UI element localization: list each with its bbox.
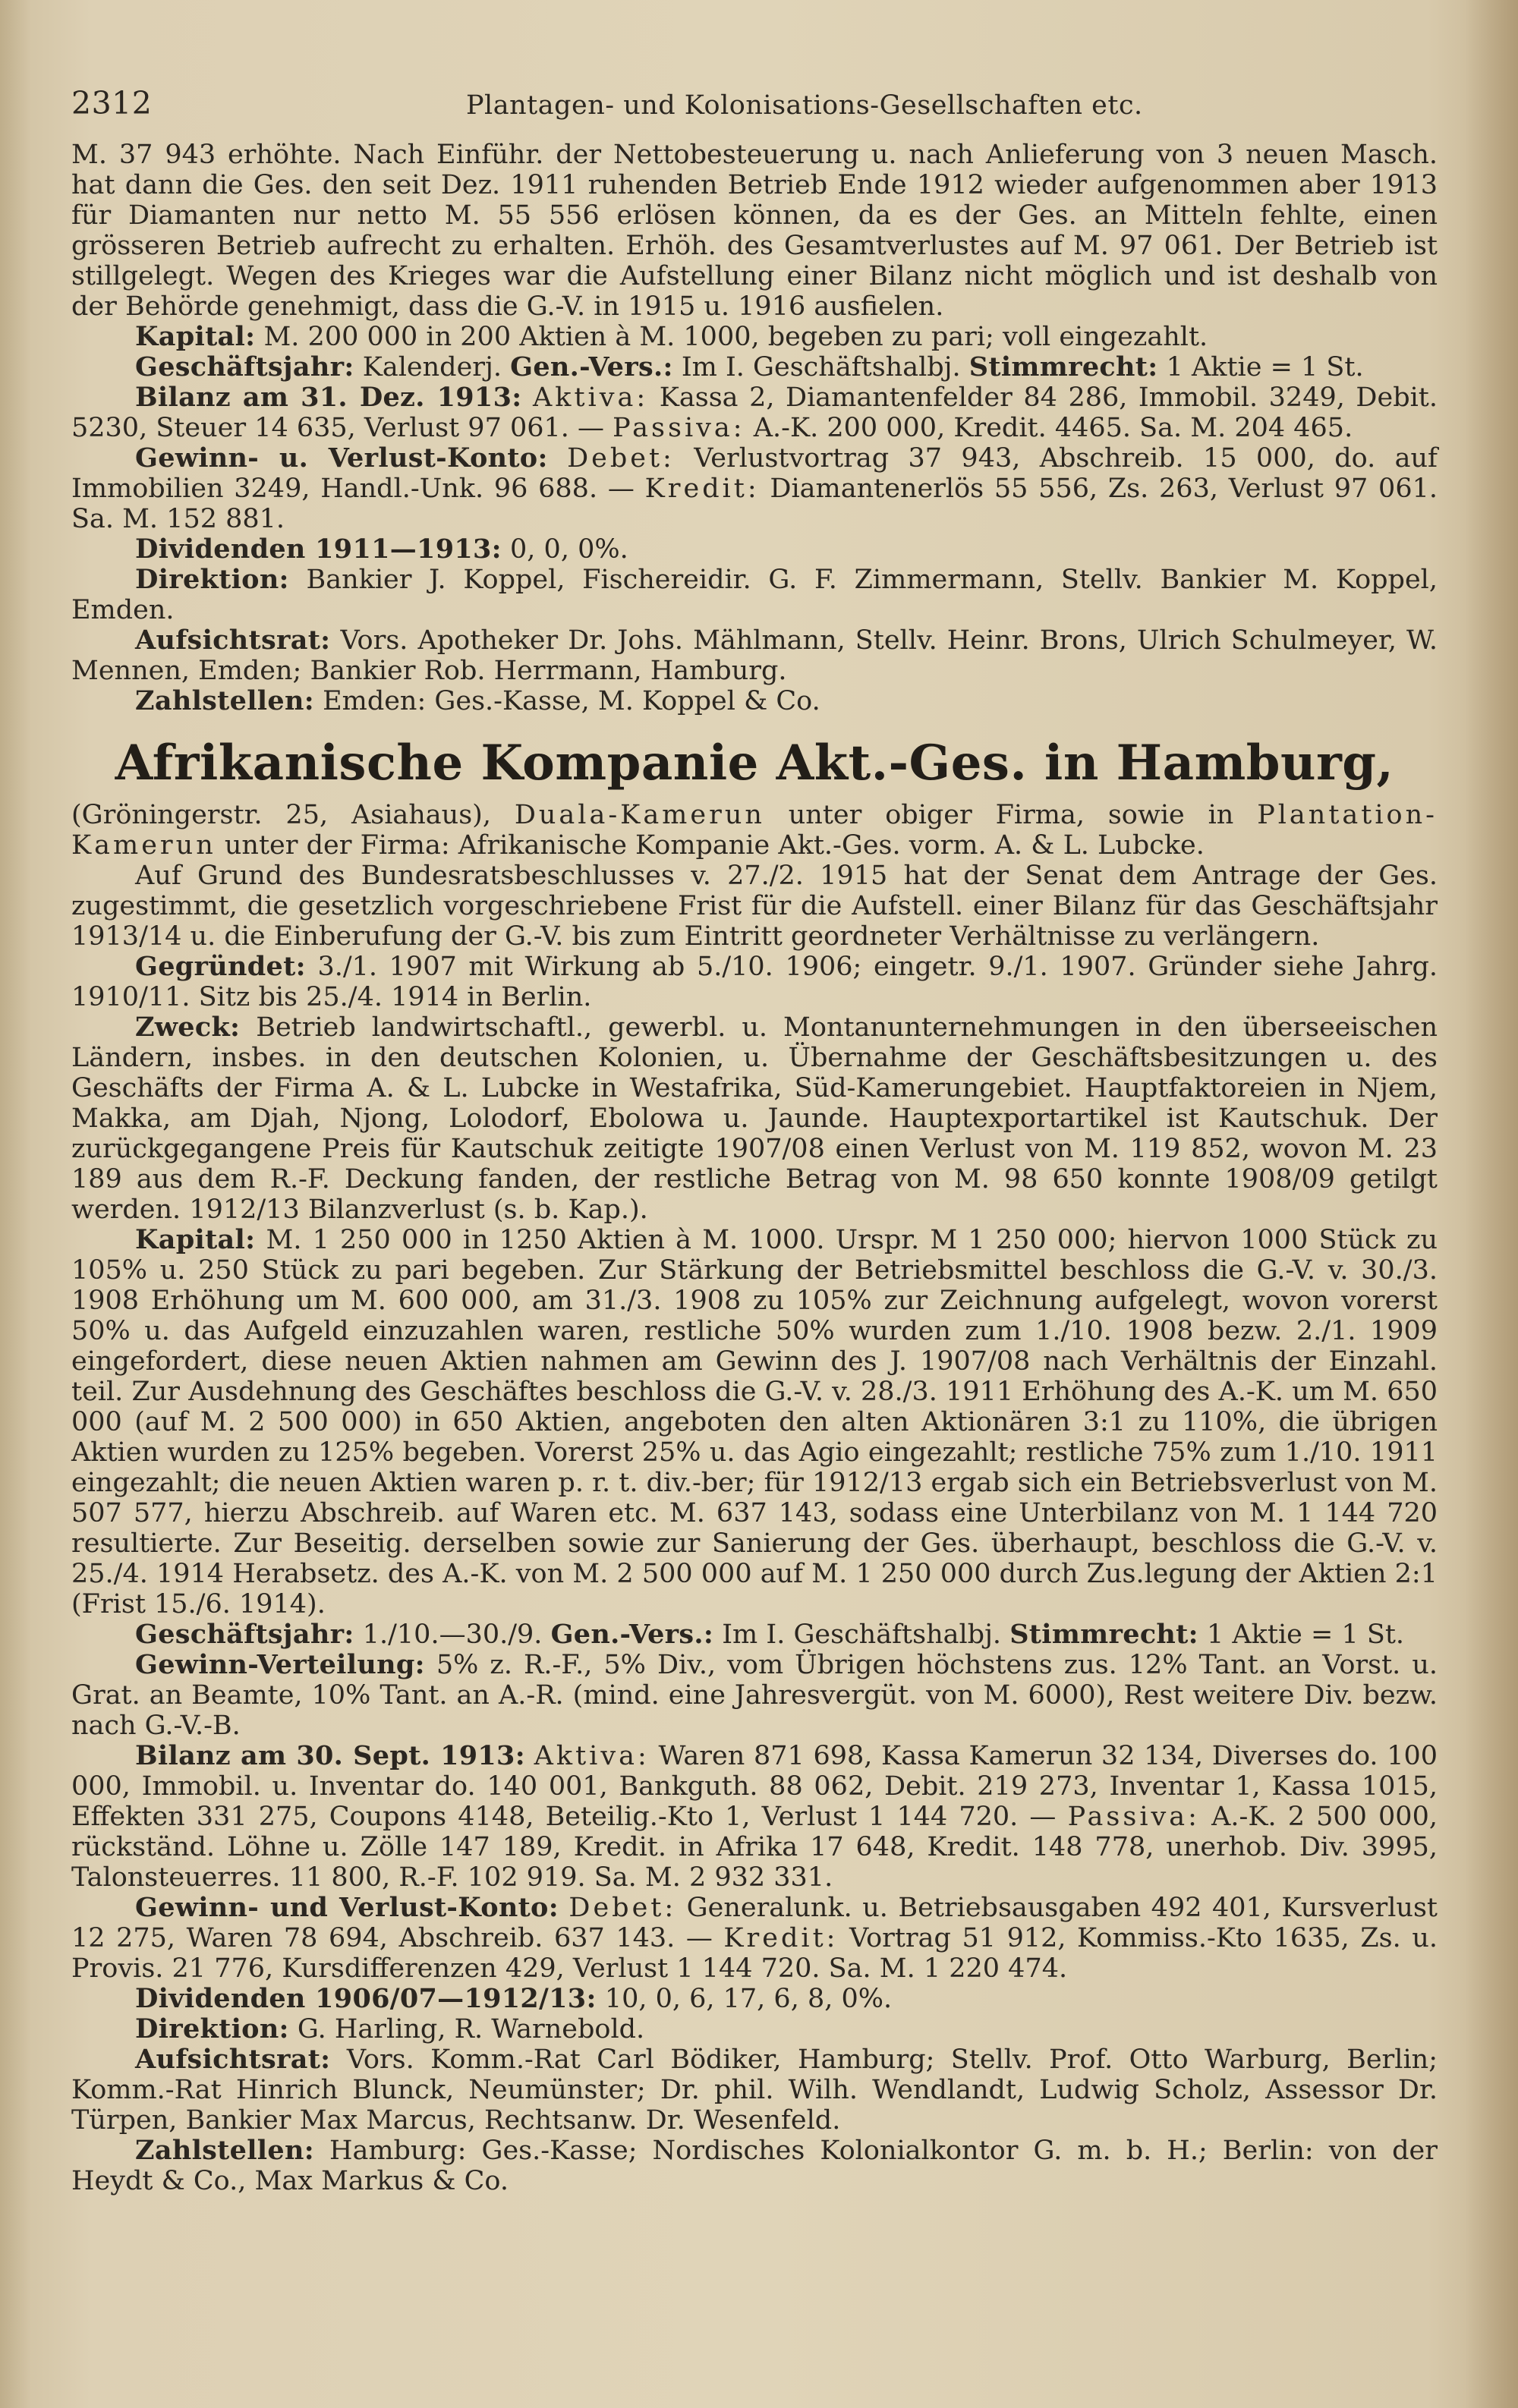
prev-direktion-paragraph: Direktion: Bankier J. Koppel, Fischereidir. G. F. Zimmermann, Stellv. Bankier M. Koppel, Emden. [71,564,1438,625]
prev-dividenden-paragraph: Dividenden 1911—1913: 0, 0, 0%. [135,534,628,565]
prev-guv-paragraph: Gewinn- u. Verlust-Konto: Debet: Verlustvortrag 37 943, Abschreib. 15 000, do. auf Immobilien 3249, Handl.-Unk. 96 688. — Kredit: Diamantenerlös 55 556, Zs. 263, Verlust 97 061. Sa. M. 152 881. [71,442,1438,534]
direktion-paragraph: Direktion: G. Harling, R. Warnebold. [135,2013,645,2044]
prev-aufsichtsrat-paragraph: Aufsichtsrat: Vors. Apotheker Dr. Johs. Mählmann, Stellv. Heinr. Brons, Ulrich Schulmeyer, W. Mennen, Emden; Bankier Rob. Herrmann, Hamburg. [71,625,1438,686]
page-shadow-left [0,0,30,2408]
bottom-spacer [71,2196,1438,2211]
running-title: Plantagen- und Kolonisations-Gesellschaften etc. [466,90,1143,121]
zahlstellen-paragraph: Zahlstellen: Hamburg: Ges.-Kasse; Nordisches Kolonialkontor G. m. b. H.; Berlin: von der Heydt & Co., Max Markus & Co. [71,2135,1438,2196]
previous-company-entry [71,140,1438,716]
prev-zahlstellen-paragraph: Zahlstellen: Emden: Ges.-Kasse, M. Koppel & Co. [135,685,820,716]
page-number: 2312 [71,85,153,121]
company-title: Afrikanische Kompanie Akt.-Ges. in Hamburg, [115,735,1394,792]
company-entry [71,800,1438,2196]
prev-bilanz-paragraph: Bilanz am 31. Dez. 1913: Aktiva: Kassa 2, Diamantenfelder 84 286, Immobil. 3249, Debit. 5230, Steuer 14 635, Verlust 97 061. — Passiva: A.-K. 200 000, Kredit. 4465. Sa. M. 204 465. [71,382,1438,443]
aufsichtsrat-paragraph: Aufsichtsrat: Vors. Komm.-Rat Carl Bödiker, Hamburg; Stellv. Prof. Otto Warburg, Berlin; Komm.-Rat Hinrich Blunck, Neumünster; Dr. phil. Wilh. Wendlandt, Ludwig Scholz, Assessor Dr. Türpen, Bankier Max Marcus, Rechtsanw. Dr. Wesenfeld. [71,2044,1438,2136]
company-address-paragraph: (Gröningerstr. 25, Asiahaus), Duala-Kamerun unter obiger Firma, sowie in Plantation-Kamerun unter der Firma: Afrikanische Kompanie Akt.-Ges. vorm. A. & L. Lubcke. [71,800,1438,861]
kapital-paragraph: Kapital: M. 1 250 000 in 1250 Aktien à M. 1000. Urspr. M 1 250 000; hiervon 1000 Stück zu 105% u. 250 Stück zu pari begeben. Zur Stärkung der Betriebsmittel beschloss die G.-V. v. 30./3. 1908 Erhöhung um M. 600 000, am 31./3. 1908 zu 105% zur Zeichnung aufgelegt, wovon vorerst 50% u. das Aufgeld einzuzahlen waren, restliche 50% wurden zum 1./10. 1908 bezw. 2./1. 1909 eingefordert, diese neuen Aktien nahmen am Gewinn des J. 1907/08 nach Verhältnis der Einzahl. teil. Zur Ausdehnung des Geschäftes beschloss die G.-V. v. 28./3. 1911 Erhöhung des A.-K. um M. 650 000 (auf M. 2 500 000) in 650 Aktien, angeboten den alten Aktionären 3:1 zu 110%, die übrigen Aktien wurden zu 125% begeben. Vorerst 25% u. das Agio eingezahlt; restliche 75% zum 1./10. 1911 eingezahlt; die neuen Aktien waren p. r. t. div.-ber; für 1912/13 ergab sich ein Betriebsverlust von M. 507 577, hierzu Abschreib. auf Waren etc. M. 637 143, sodass eine Unterbilanz von M. 1 144 720 resultierte. Zur Beseitig. derselben sowie zur Sanierung der Ges. überhaupt, beschloss die G.-V. v. 25./4. 1914 Herabsetz. des A.-K. von M. 2 500 000 auf M. 1 250 000 durch Zus.legung der Aktien 2:1 (Frist 15./6. 1914). [71,1224,1438,1619]
page-header [71,85,1438,131]
guv-paragraph: Gewinn- und Verlust-Konto: Debet: Generalunk. u. Betriebsausgaben 492 401, Kursverlust 12 275, Waren 78 694, Abschreib. 637 143. — Kredit: Vortrag 51 912, Kommiss.-Kto 1635, Zs. u. Provis. 21 776, Kursdifferenzen 429, Verlust 1 144 720. Sa. M. 1 220 474. [71,1892,1438,1984]
page-shadow-right [1465,0,1518,2408]
prev-kapital-paragraph: Kapital: M. 200 000 in 200 Aktien à M. 1000, begeben zu pari; voll eingezahlt. [135,321,1208,352]
zweck-paragraph: Zweck: Betrieb landwirtschaftl., gewerbl. u. Montanunternehmungen in den überseeischen Ländern, insbes. in den deutschen Kolonien, u. Übernahme der Geschäftsbesitzungen u. des Geschäfts der Firma A. & L. Lubcke in Westafrika, Süd-Kamerungebiet. Hauptfaktoreien in Njem, Makka, am Djah, Njong, Lolodorf, Ebolowa u. Jaunde. Hauptexportartikel ist Kautschuk. Der zurückgegangene Preis für Kautschuk zeitigte 1907/08 einen Verlust von M. 119 852, wovon M. 23 189 aus dem R.-F. Deckung fanden, der restliche Betrag von M. 98 650 konnte 1908/09 getilgt werden. 1912/13 Bilanzverlust (s. b. Kap.). [71,1012,1438,1225]
prev-kapital-label: Kapital: [135,321,256,352]
gewinnverteilung-paragraph: Gewinn-Verteilung: 5% z. R.-F., 5% Div., vom Übrigen höchstens zus. 12% Tant. an Vorst. u. Grat. an Beamte, 10% Tant. an A.-R. (mind. eine Jahresvergüt. von M. 6000), Rest weitere Div. bezw. nach G.-V.-B. [71,1649,1438,1741]
gegruendet-paragraph: Gegründet: 3./1. 1907 mit Wirkung ab 5./10. 1906; eingetr. 9./1. 1907. Gründer siehe Jahrg. 1910/11. Sitz bis 25./4. 1914 in Berlin. [71,951,1438,1012]
geschaeftsjahr-paragraph: Geschäftsjahr: 1./10.—30./9. Gen.-Vers.: Im I. Geschäftshalbj. Stimmrecht: 1 Aktie = 1 St. [135,1619,1405,1650]
prev-geschaeftsjahr-paragraph: Geschäftsjahr: Kalenderj. Gen.-Vers.: Im I. Geschäftshalbj. Stimmrecht: 1 Aktie = 1 St. [135,351,1364,382]
prev-intro-paragraph: M. 37 943 erhöhte. Nach Einführ. der Nettobesteuerung u. nach Anlieferung von 3 neuen Masch. hat dann die Ges. den seit Dez. 1911 ruhenden Betrieb Ende 1912 wieder aufgenommen aber 1913 für Diamanten nur netto M. 55 556 erlösen können, da es der Ges. an Mitteln fehlte, einen grösseren Betrieb aufrecht zu erhalten. Erhöh. des Gesamtverlustes auf M. 97 061. Der Betrieb ist stillgelegt. Wegen des Krieges war die Aufstellung einer Bilanz nicht möglich und ist deshalb von der Behörde genehmigt, dass die G.-V. in 1915 u. 1916 ausfielen. [71,140,1438,322]
company-intro-paragraph: Auf Grund des Bundesratsbeschlusses v. 27./2. 1915 hat der Senat dem Antrage der Ges. zugestimmt, die gesetzlich vorgeschriebene Frist für die Aufstell. einer Bilanz für das Geschäftsjahr 1913/14 u. die Einberufung der G.-V. bis zum Eintritt geordneter Verhältnisse zu verlängern. [71,861,1438,952]
dividenden-paragraph: Dividenden 1906/07—1912/13: 10, 0, 6, 17, 6, 8, 0%. [135,1983,893,2014]
bilanz-paragraph: Bilanz am 30. Sept. 1913: Aktiva: Waren 871 698, Kassa Kamerun 32 134, Diverses do. 100 000, Immobil. u. Inventar do. 140 001, Bankguth. 88 062, Debit. 219 273, Inventar 1, Kassa 1015, Effekten 331 275, Coupons 4148, Beteilig.-Kto 1, Verlust 1 144 720. — Passiva: A.-K. 2 500 000, rückständ. Löhne u. Zölle 147 189, Kredit. in Afrika 17 648, Kredit. 148 778, unerhob. Div. 3995, Talonsteuerres. 11 800, R.-F. 102 919. Sa. M. 2 932 331. [71,1740,1438,1893]
page-content [71,85,1438,2211]
